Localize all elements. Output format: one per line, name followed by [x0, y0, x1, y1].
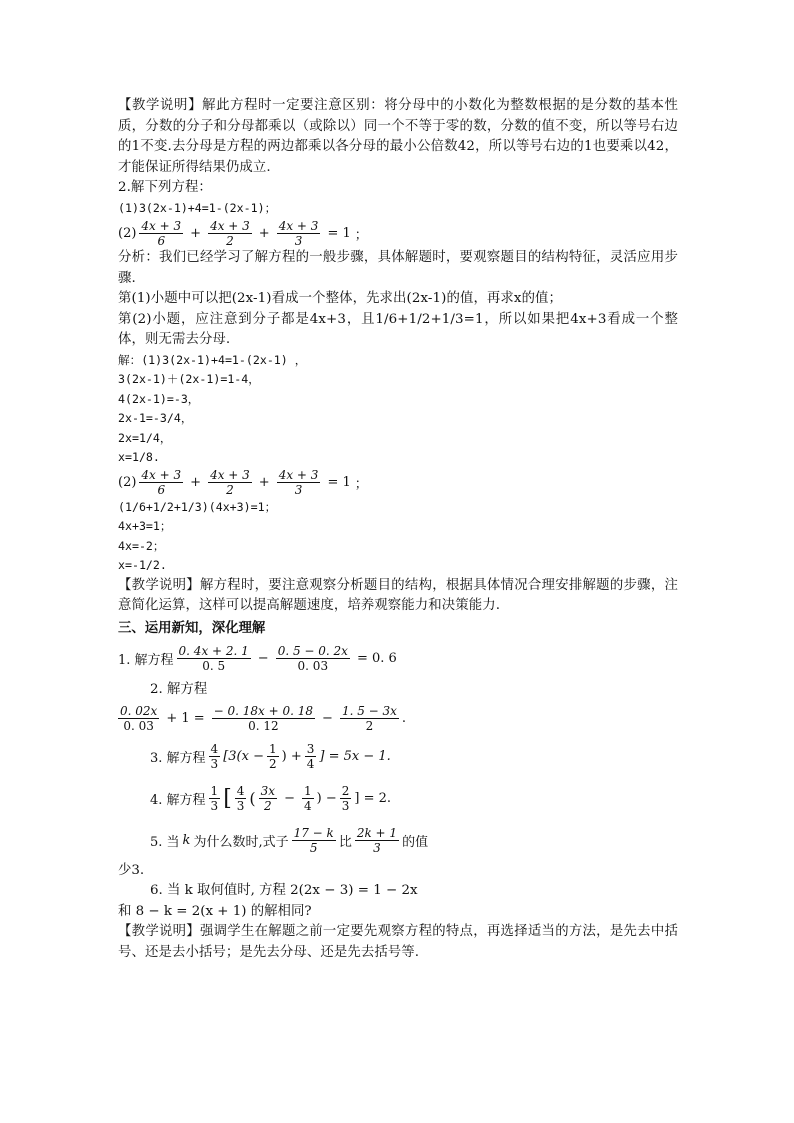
variable-k: k	[182, 833, 191, 848]
expression-part: ) −	[316, 791, 337, 806]
section-heading: 三、运用新知，深化理解	[118, 619, 266, 636]
solution-line: 4x+3=1；	[118, 519, 172, 533]
exercise-3	[118, 737, 678, 777]
question-text: 的值	[402, 835, 429, 850]
fraction: $\frac{4x + 3}{2}$	[210, 218, 250, 248]
exercise-label: 5. 当	[150, 835, 180, 850]
plus-sign: +	[258, 475, 270, 490]
left-paren: (	[249, 789, 256, 808]
expression-part: ] = 2.	[354, 791, 392, 806]
fraction: $\frac{4}{3}$	[210, 742, 219, 771]
analysis-part-1: 第(1)小题中可以把(2x-1)看成一个整体，先求出(2x-1)的值，再求x的值；	[118, 291, 563, 306]
period: .	[401, 711, 407, 726]
question-2-part-1: (1)3(2x-1)+4=1-(2x-1)；	[118, 200, 277, 215]
fraction: $\frac{4}{3}$	[236, 784, 245, 813]
fraction: $\frac{4x + 3}{6}$	[141, 218, 182, 248]
fraction: $\frac{1}{2}$	[268, 742, 277, 771]
expression-part: [3(x −	[223, 749, 264, 764]
fraction: $\frac{17 - k}{5}$	[293, 826, 334, 855]
exercise-5-continuation: 少3.	[118, 862, 145, 878]
equals-value: = 0. 6	[356, 650, 397, 666]
fraction: $\frac{4x + 3}{2}$	[210, 468, 250, 497]
fraction: $\frac{1}{3}$	[210, 784, 219, 813]
solution-line: 2x-1=-3/4，	[118, 411, 193, 425]
fraction: $\frac{2k + 1}{3}$	[356, 826, 398, 855]
part-label: (2)	[118, 225, 137, 241]
solution-line: 解：(1)3(2x-1)+4=1-(2x-1) ，	[118, 352, 307, 367]
left-bracket: [	[223, 785, 232, 811]
part-label: (2)	[118, 475, 137, 490]
solution-line: 3(2x-1)＋(2x-1)=1-4，	[118, 372, 260, 386]
exercise-1	[118, 638, 678, 678]
plus-sign: +	[190, 475, 202, 490]
minus-sign: −	[284, 791, 295, 806]
solution-line: x=-1/2.	[118, 558, 167, 572]
question-2-title: 2.解下列方程：	[118, 180, 212, 195]
exercise-6-line-1: 6. 当 k 取何值时, 方程 2(2x − 3) = 1 − 2x	[150, 883, 418, 898]
plus-one-equals: + 1 =	[166, 711, 205, 726]
expression-part: ) +	[281, 749, 302, 764]
teaching-note-1: 【教学说明】解此方程时一定要注意区别：将分母中的小数化为整数根据的是分数的基本性质，分数的分子和分母都乘以（或除以）同一个不等于零的数，分数的值不变，所以等号右边的1不变.去分母是方程的两边都乘以各分母的最小公倍数42，所以等号右边的1也要乘以42，才能保证所得结果仍成立.	[118, 98, 678, 175]
question-text: 为什么数时,式子	[193, 835, 289, 850]
expression-part: ] = 5x − 1.	[319, 749, 391, 764]
equals-one: = 1	[327, 475, 351, 490]
exercise-label: 4. 解方程	[150, 793, 206, 808]
question-2-part-2	[118, 218, 678, 248]
solution-line: 4(2x-1)=-3，	[118, 391, 200, 406]
teaching-note-2: 【教学说明】解方程时，要注意观察分析题目的结构，根据具体情况合理安排解题的步骤，注意简化运算，这样可以提高解题速度，培养观察能力和决策能力.	[118, 577, 678, 613]
fraction: $\frac{- 0. 18x + 0. 18}{0. 12}$	[213, 704, 314, 733]
minus-sign: −	[322, 711, 333, 726]
equals-one: = 1	[327, 225, 351, 241]
fraction: $\frac{3}{4}$	[306, 742, 315, 771]
fraction: $\frac{0. 02x}{0. 03}$	[120, 704, 158, 733]
solution-line: 2x=1/4，	[118, 430, 172, 445]
semicolon: ；	[354, 477, 368, 492]
semicolon: ；	[354, 227, 368, 243]
solution-part-2-equation	[118, 468, 678, 498]
plus-sign: +	[258, 225, 270, 241]
plus-sign: +	[190, 225, 202, 241]
fraction: $\frac{4x + 3}{3}$	[278, 218, 319, 248]
solution-line: 4x=-2；	[118, 538, 165, 553]
minus-sign: −	[257, 650, 269, 666]
solution-line: (1/6+1/2+1/3)(4x+3)=1；	[118, 499, 277, 514]
exercise-5	[118, 821, 678, 861]
fraction: $\frac{3x}{2}$	[260, 784, 276, 813]
exercise-6-line-2: 和 8 − k = 2(x + 1) 的解相同?	[118, 903, 312, 919]
analysis-part-2: 第(2)小题，应注意到分子都是4x+3，且1/6+1/2+1/3=1，所以如果把4x+3看成一个整体，则无需去分母.	[118, 311, 678, 347]
exercise-label: 1. 解方程	[118, 652, 174, 668]
document-page	[118, 96, 678, 963]
exercise-label: 3. 解方程	[150, 751, 206, 766]
question-text: 比	[338, 835, 352, 850]
fraction: $\frac{2}{3}$	[341, 784, 350, 813]
exercise-4	[118, 777, 678, 821]
fraction: $\frac{4x + 3}{6}$	[141, 468, 182, 497]
fraction: $\frac{0. 4x + 2. 1}{0. 5}$	[178, 643, 249, 673]
fraction: $\frac{0. 5 - 0. 2x}{0. 03}$	[277, 643, 348, 673]
fraction: $\frac{4x + 3}{3}$	[278, 468, 319, 497]
teaching-note-3: 【教学说明】强调学生在解题之前一定要先观察方程的特点，再选择适当的方法，是先去中括号、还是去小括号；是先去分母、还是先去括号等.	[118, 924, 678, 960]
exercise-2-equation	[118, 701, 678, 737]
exercise-2-title: 2. 解方程	[150, 682, 208, 697]
solution-line: x=1/8.	[118, 450, 160, 464]
fraction: $\frac{1}{4}$	[303, 784, 312, 813]
fraction: $\frac{1. 5 - 3x}{2}$	[341, 704, 397, 733]
analysis-text: 分析：我们已经学习了解方程的一般步骤，具体解题时，要观察题目的结构特征，灵活应用步骤.	[118, 250, 678, 286]
